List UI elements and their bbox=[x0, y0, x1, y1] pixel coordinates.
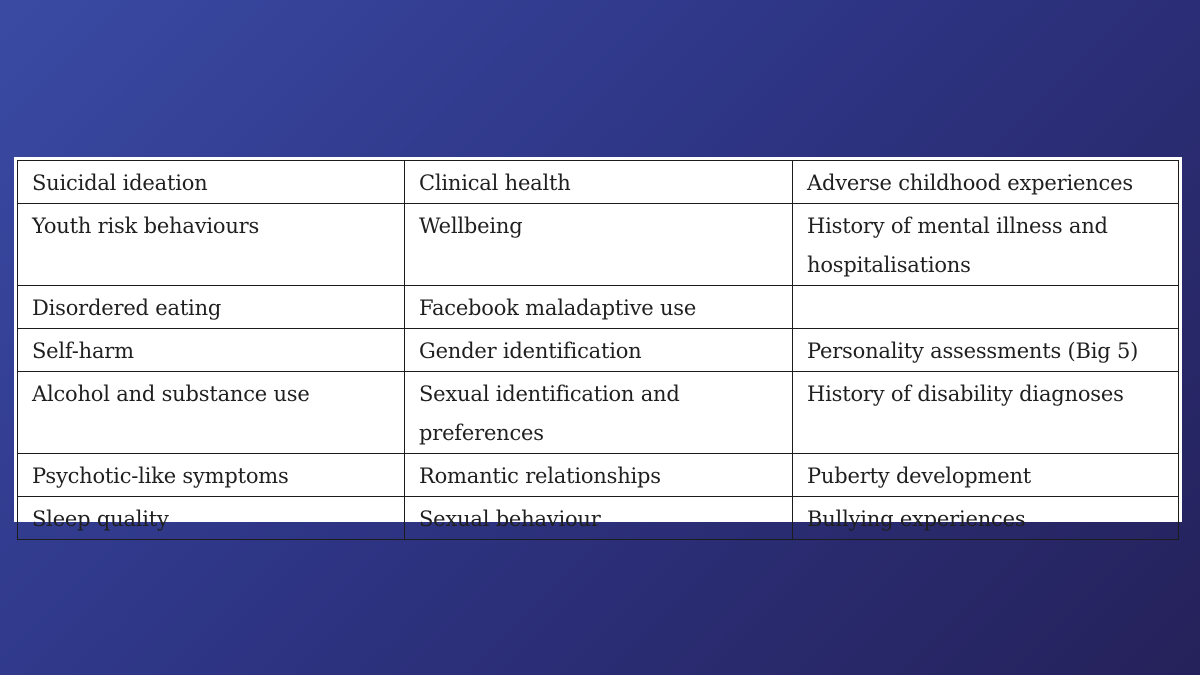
table-cell: Adverse childhood experiences bbox=[793, 161, 1179, 204]
table-cell: Facebook maladaptive use bbox=[405, 286, 793, 329]
table-row bbox=[18, 454, 1179, 497]
table-row bbox=[18, 286, 1179, 329]
table-cell: Gender identification bbox=[405, 329, 793, 372]
table-row bbox=[18, 204, 1179, 286]
measures-table bbox=[17, 160, 1179, 540]
table-row bbox=[18, 372, 1179, 454]
table-cell: Puberty development bbox=[793, 454, 1179, 497]
table-row bbox=[18, 329, 1179, 372]
table-cell: Self-harm bbox=[18, 329, 405, 372]
table-cell: Clinical health bbox=[405, 161, 793, 204]
table-cell: History of mental illness and hospitalisations bbox=[793, 204, 1179, 286]
table-cell: Suicidal ideation bbox=[18, 161, 405, 204]
table-cell: Wellbeing bbox=[405, 204, 793, 286]
table-row bbox=[18, 161, 1179, 204]
table-cell: Youth risk behaviours bbox=[18, 204, 405, 286]
table-cell: Sexual behaviour bbox=[405, 497, 793, 540]
table-cell: Sexual identification and preferences bbox=[405, 372, 793, 454]
table-cell-empty bbox=[793, 286, 1179, 329]
table-cell: Personality assessments (Big 5) bbox=[793, 329, 1179, 372]
table-cell: Romantic relationships bbox=[405, 454, 793, 497]
table-cell: Disordered eating bbox=[18, 286, 405, 329]
measures-table-panel bbox=[14, 157, 1182, 531]
table-cell: History of disability diagnoses bbox=[793, 372, 1179, 454]
table-cell: Bullying experiences bbox=[793, 497, 1179, 540]
table-cell: Psychotic-like symptoms bbox=[18, 454, 405, 497]
table-row bbox=[18, 497, 1179, 540]
table-cell: Alcohol and substance use bbox=[18, 372, 405, 454]
table-cell: Sleep quality bbox=[18, 497, 405, 540]
